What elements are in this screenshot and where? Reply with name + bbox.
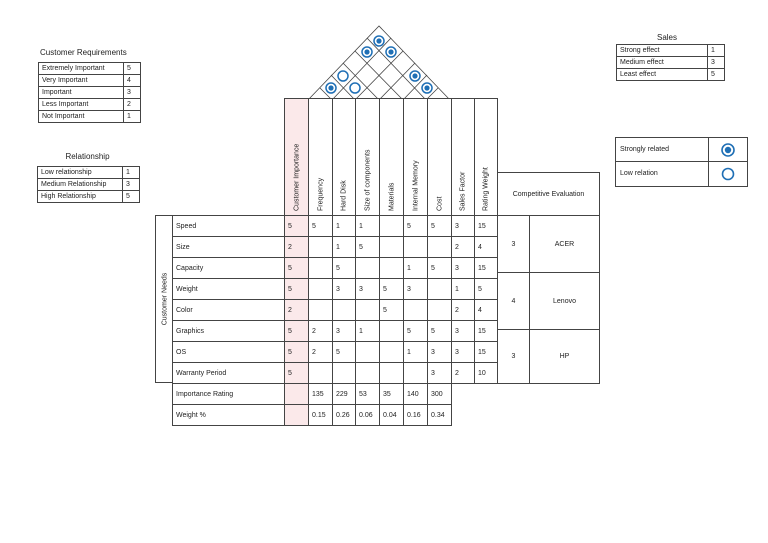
column-header [474, 98, 498, 216]
relationship-title: Relationship [65, 152, 110, 161]
customer-need-label: Speed [172, 215, 285, 237]
matrix-cell [332, 299, 356, 321]
column-header [427, 98, 452, 216]
column-header-label: Size of components [364, 149, 371, 211]
legend-low-relation-label: Low relation [616, 162, 709, 186]
matrix-cell: 5 [474, 278, 498, 300]
customer-requirement-row [39, 99, 141, 111]
matrix-cell: 5 [284, 320, 309, 342]
matrix-cell [379, 341, 404, 363]
relationship-value: 1 [123, 167, 140, 179]
customer-need-label: Weight [172, 278, 285, 300]
matrix-cell: 1 [332, 215, 356, 237]
weight-percent-cell: 0.15 [308, 404, 333, 426]
matrix-cell: 2 [308, 320, 333, 342]
column-header [332, 98, 356, 216]
customer-needs-label: Customer Needs [161, 272, 168, 326]
customer-need-label: Graphics [172, 320, 285, 342]
customer-need-label: Size [172, 236, 285, 258]
customer-requirements-title: Customer Requirements [40, 48, 127, 57]
weight-percent-label: Weight % [172, 404, 285, 426]
customer-requirements-table [38, 62, 141, 123]
relationship-label: High Relationship [38, 191, 123, 203]
matrix-cell: 2 [284, 299, 309, 321]
matrix-cell: 5 [379, 278, 404, 300]
competitive-score: 3 [497, 329, 530, 384]
matrix-cell [403, 362, 428, 384]
weight-percent-cell: 0.34 [427, 404, 452, 426]
sales-value: 5 [708, 69, 725, 81]
matrix-cell: 15 [474, 320, 498, 342]
matrix-cell [427, 299, 452, 321]
matrix-cell [308, 257, 333, 279]
customer-requirement-value: 2 [124, 99, 141, 111]
matrix-cell [308, 299, 333, 321]
customer-requirement-row [39, 75, 141, 87]
matrix-cell: 4 [474, 299, 498, 321]
matrix-cell [379, 362, 404, 384]
sales-label: Least effect [617, 69, 708, 81]
matrix-cell [427, 278, 452, 300]
matrix-cell: 5 [284, 215, 309, 237]
relationship-row [38, 179, 140, 191]
matrix-cell: 5 [284, 362, 309, 384]
matrix-cell: 5 [355, 236, 380, 258]
competitive-score: 4 [497, 272, 530, 330]
sales-row [617, 57, 725, 69]
column-header-label: Hard Disk [340, 180, 348, 211]
column-header-label: Frequency [317, 177, 324, 211]
column-header [284, 98, 309, 216]
customer-need-label: Color [172, 299, 285, 321]
legend-strongly-related-label: Strongly related [616, 138, 709, 162]
customer-requirement-label: Not Important [39, 111, 124, 123]
matrix-cell: 3 [332, 278, 356, 300]
customer-need-label: OS [172, 341, 285, 363]
matrix-cell: 1 [403, 341, 428, 363]
roof-strong-icon-3 [386, 47, 396, 57]
matrix-cell: 5 [403, 320, 428, 342]
matrix-cell [355, 362, 380, 384]
roof-strong-icon-6 [326, 83, 336, 93]
relationship-label: Low relationship [38, 167, 123, 179]
importance-rating-cell: 35 [379, 383, 404, 405]
weight-percent-cell: 0.26 [332, 404, 356, 426]
matrix-cell: 5 [427, 257, 452, 279]
sales-value: 1 [708, 45, 725, 57]
matrix-cell: 5 [427, 320, 452, 342]
customer-requirement-row [39, 63, 141, 75]
low-relation-icon [709, 162, 747, 186]
customer-requirement-label: Extremely Important [39, 63, 124, 75]
column-header [308, 98, 333, 216]
roof-strong-icon-2 [362, 47, 372, 57]
matrix-cell: 5 [332, 341, 356, 363]
column-header-label: Internal Memory [412, 160, 419, 211]
importance-rating-cell: 229 [332, 383, 356, 405]
matrix-cell: 5 [284, 257, 309, 279]
relationship-value: 5 [123, 191, 140, 203]
customer-requirement-value: 5 [124, 63, 141, 75]
matrix-cell [308, 236, 333, 258]
customer-requirement-row [39, 87, 141, 99]
column-header-label: Cost [436, 196, 443, 211]
matrix-cell [403, 236, 428, 258]
matrix-cell: 1 [355, 320, 380, 342]
sales-row [617, 69, 725, 81]
matrix-cell [403, 299, 428, 321]
matrix-cell: 2 [451, 299, 475, 321]
matrix-cell [355, 341, 380, 363]
matrix-cell: 3 [451, 215, 475, 237]
column-header [379, 98, 404, 216]
matrix-cell: 2 [451, 362, 475, 384]
matrix-cell: 3 [403, 278, 428, 300]
customer-requirement-label: Important [39, 87, 124, 99]
customer-requirement-row [39, 111, 141, 123]
matrix-cell: 5 [284, 341, 309, 363]
matrix-cell [332, 362, 356, 384]
matrix-cell: 15 [474, 341, 498, 363]
matrix-cell: 5 [308, 215, 333, 237]
matrix-cell [379, 320, 404, 342]
matrix-cell: 5 [403, 215, 428, 237]
competitive-brand: HP [529, 329, 600, 384]
matrix-cell [308, 362, 333, 384]
sales-label: Medium effect [617, 57, 708, 69]
matrix-cell [427, 236, 452, 258]
column-header [451, 98, 475, 216]
matrix-cell: 2 [308, 341, 333, 363]
column-header [355, 98, 380, 216]
matrix-cell: 3 [355, 278, 380, 300]
matrix-cell: 1 [332, 236, 356, 258]
customer-requirement-value: 3 [124, 87, 141, 99]
customer-requirement-label: Less Important [39, 99, 124, 111]
competitive-score: 3 [497, 215, 530, 273]
matrix-cell [379, 236, 404, 258]
relationship-row [38, 167, 140, 179]
customer-need-label: Capacity [172, 257, 285, 279]
strong-relation-icon [709, 138, 747, 162]
importance-rating-cell [284, 383, 309, 405]
weight-percent-cell [284, 404, 309, 426]
importance-rating-label: Importance Rating [172, 383, 285, 405]
matrix-cell: 5 [284, 278, 309, 300]
roof-low-icon-1 [338, 71, 348, 81]
matrix-cell: 3 [451, 341, 475, 363]
matrix-cell: 5 [379, 299, 404, 321]
relationship-value: 3 [123, 179, 140, 191]
matrix-cell: 3 [427, 341, 452, 363]
column-header-label: Customer Importance [293, 143, 300, 211]
matrix-cell: 3 [451, 257, 475, 279]
matrix-cell [355, 257, 380, 279]
weight-percent-cell: 0.04 [379, 404, 404, 426]
competitive-brand: ACER [529, 215, 600, 273]
sales-label: Strong effect [617, 45, 708, 57]
matrix-cell [379, 215, 404, 237]
matrix-cell: 3 [451, 320, 475, 342]
customer-needs-side [155, 215, 173, 383]
matrix-cell: 5 [332, 257, 356, 279]
roof-strong-icon-1 [374, 36, 384, 46]
competitive-evaluation-header: Competitive Evaluation [497, 172, 600, 216]
roof-strong-icon-4 [410, 71, 420, 81]
roof-strong-icon-5 [422, 83, 432, 93]
matrix-cell: 3 [427, 362, 452, 384]
relationship-row [38, 191, 140, 203]
matrix-cell: 1 [403, 257, 428, 279]
column-header-label: Rating Weight [482, 167, 490, 211]
sales-row [617, 45, 725, 57]
matrix-cell: 5 [427, 215, 452, 237]
customer-requirement-value: 1 [124, 111, 141, 123]
importance-rating-cell: 135 [308, 383, 333, 405]
matrix-cell: 15 [474, 257, 498, 279]
relationship-table [37, 166, 140, 203]
weight-percent-cell: 0.16 [403, 404, 428, 426]
column-header-label: Materials [388, 182, 395, 211]
column-header-label: Sales Factor [459, 171, 467, 211]
correlation-roof [300, 20, 470, 102]
importance-rating-cell: 300 [427, 383, 452, 405]
sales-value: 3 [708, 57, 725, 69]
matrix-cell: 1 [355, 215, 380, 237]
sales-table [616, 44, 725, 81]
matrix-cell: 1 [451, 278, 475, 300]
customer-requirement-value: 4 [124, 75, 141, 87]
importance-rating-cell: 140 [403, 383, 428, 405]
matrix-cell [379, 257, 404, 279]
matrix-cell: 2 [451, 236, 475, 258]
matrix-cell: 3 [332, 320, 356, 342]
customer-need-label: Warranty Period [172, 362, 285, 384]
matrix-cell [355, 299, 380, 321]
competitive-brand: Lenovo [529, 272, 600, 330]
column-header [403, 98, 428, 216]
matrix-cell: 4 [474, 236, 498, 258]
sales-title: Sales [656, 33, 677, 42]
matrix-cell: 10 [474, 362, 498, 384]
weight-percent-cell: 0.06 [355, 404, 380, 426]
matrix-cell: 15 [474, 215, 498, 237]
matrix-cell: 2 [284, 236, 309, 258]
symbol-legend [615, 137, 748, 187]
importance-rating-cell: 53 [355, 383, 380, 405]
roof-low-icon-2 [350, 83, 360, 93]
matrix-cell [308, 278, 333, 300]
customer-requirement-label: Very Important [39, 75, 124, 87]
relationship-label: Medium Relationship [38, 179, 123, 191]
